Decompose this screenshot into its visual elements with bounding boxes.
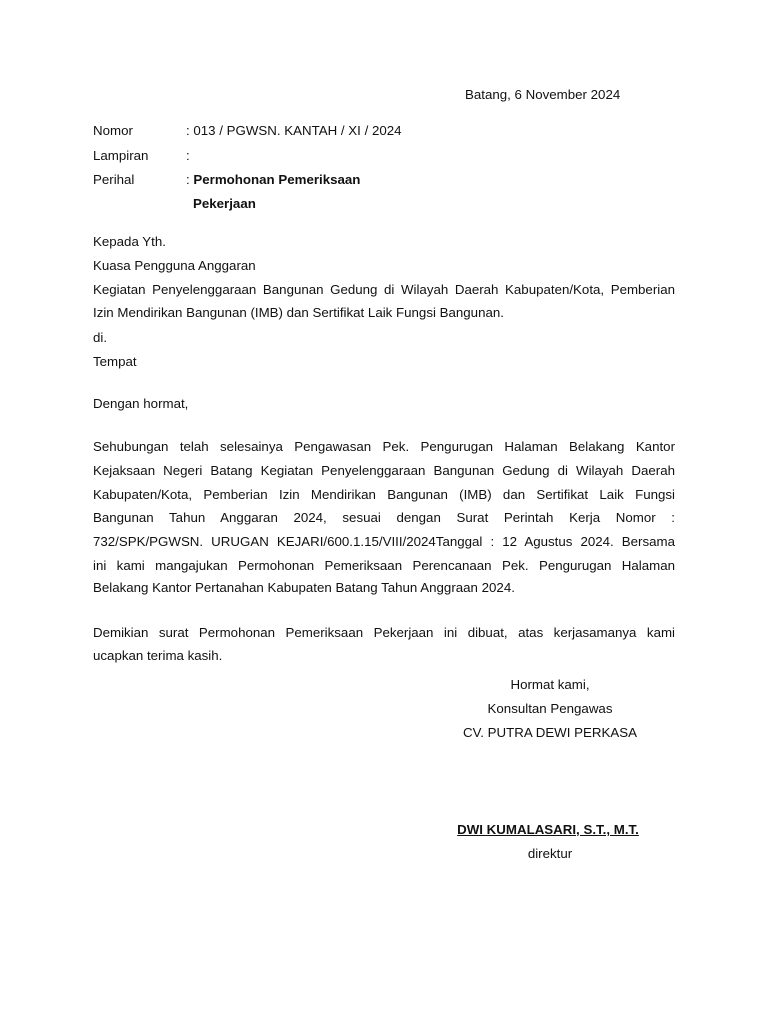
recipient-line-2: Izin Mendirikan Bangunan (IMB) dan Sertifikat Laik Fungsi Bangunan. [93, 305, 504, 320]
place-date: Batang, 6 November 2024 [465, 87, 621, 102]
lampiran-value: : [186, 148, 190, 163]
closing-company: CV. PUTRA DEWI PERKASA [463, 725, 637, 740]
paragraph-line: ini kami mangajukan Permohonan Pemeriksaan Perencanaan Pek. Pengurugan Halaman [93, 558, 675, 573]
perihal-label: Perihal [93, 172, 135, 187]
perihal-value [186, 172, 360, 187]
recipient-greeting: Kepada Yth. [93, 234, 166, 249]
paragraph-line: Kabupaten/Kota, Pemberian Izin Mendirikan Bangunan (IMB) dan Sertifikat Laik Fungsi [93, 487, 675, 502]
paragraph-line: Bangunan Tahun Anggaran 2024, sesuai dengan Surat Perintah Kerja Nomor : [93, 510, 675, 525]
paragraph-line: Demikian surat Permohonan Pemeriksaan Pekerjaan ini dibuat, atas kerjasamanya kami [93, 625, 675, 640]
closing-role: Konsultan Pengawas [487, 701, 613, 716]
paragraph-line: ucapkan terima kasih. [93, 648, 223, 663]
lampiran-label: Lampiran [93, 148, 149, 163]
paragraph-line: Sehubungan telah selesainya Pengawasan Pek. Pengurugan Halaman Belakang Kantor [93, 439, 675, 454]
recipient-di: di. [93, 330, 108, 345]
perihal-subject-line-1: Permohonan Pemeriksaan [193, 172, 361, 187]
signer-name: DWI KUMALASARI, S.T., M.T. [457, 822, 639, 837]
recipient-name: Kuasa Pengguna Anggaran [93, 258, 256, 273]
nomor-value: : 013 / PGWSN. KANTAH / XI / 2024 [186, 123, 402, 138]
perihal-colon: : [186, 172, 194, 187]
paragraph-line: Kejaksaan Negeri Batang Kegiatan Penyelenggaraan Bangunan Gedung di Wilayah Daerah [93, 463, 675, 478]
recipient-place: Tempat [93, 354, 137, 369]
perihal-subject-line-2: Pekerjaan [193, 196, 256, 211]
nomor-label: Nomor [93, 123, 133, 138]
recipient-line-1: Kegiatan Penyelenggaraan Bangunan Gedung di Wilayah Daerah Kabupaten/Kota, Pemberian [93, 282, 675, 297]
paragraph-line: Belakang Kantor Pertanahan Kabupaten Batang Tahun Anggraan 2024. [93, 580, 515, 595]
salutation: Dengan hormat, [93, 396, 189, 411]
signer-title: direktur [527, 846, 573, 861]
paragraph-line: 732/SPK/PGWSN. URUGAN KEJARI/600.1.15/VIII/2024Tanggal : 12 Agustus 2024. Bersama [93, 534, 675, 549]
closing-regards: Hormat kami, [510, 677, 590, 692]
